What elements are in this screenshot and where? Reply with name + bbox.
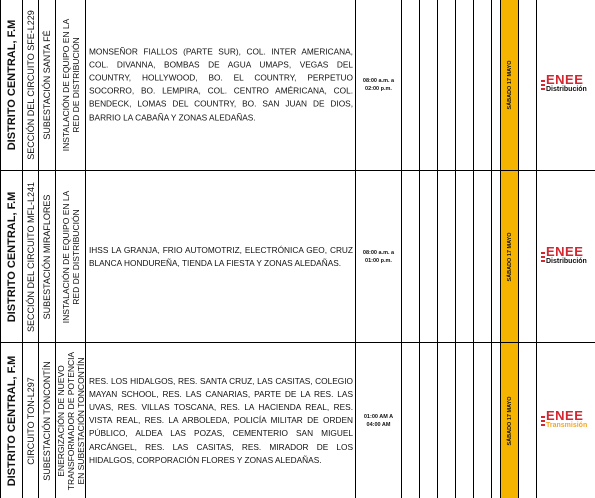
- empty-cell: [491, 171, 500, 342]
- district-label: DISTRITO CENTRAL, F.M: [5, 19, 18, 150]
- time-end: 02:00 p.m.: [365, 85, 392, 92]
- time-cell: [355, 343, 401, 498]
- enee-logo-icon: [541, 415, 545, 427]
- empty-cell: [401, 171, 419, 342]
- district-cell: [0, 171, 22, 342]
- empty-cell: [518, 0, 536, 170]
- date-label: SÁBADO 17 MAYO: [506, 59, 513, 110]
- empty-cell: [473, 343, 491, 498]
- circuit-label: SECCIÓN DEL CIRCUITO MFL-L241: [25, 181, 36, 332]
- circuit-label: SECCIÓN DEL CIRCUITO SFE-L229: [25, 9, 36, 160]
- sectors-text: IHSS LA GRANJA, FRIO AUTOMOTRIZ, ELECTRÓNICA GEO, CRUZ BLANCA HONDUREÑA, TIENDA LA FIESTA Y ZONAS ALEDAÑAS.: [89, 244, 353, 268]
- sectors-text: RES. LOS HIDALGOS, RES. SANTA CRUZ, LAS CASITAS, COLEGIO MAYAN SCHOOL, RES. LAS CANARIAS, PARTE DE LA RES. LAS UVAS, RES. VILLAS TOSCANA, RES. LA HACIENDA REAL, RES. VISTA REAL, RES. LA ARBOLEDA, POLICÍA MILITAR DE ORDEN PÚBLICO, ALDEA LAS POZAS, CEMENTERIO SAN MIGUEL ARCÁNGEL, RES. LAS CASITAS, RES. MIRADOR DE LOS HIDALGOS, CORPORACIÓN FLORES Y ZONAS ALEDAÑAS.: [89, 375, 353, 465]
- substation-label: SUBESTACIÓN TONCONTÍN: [42, 360, 52, 481]
- empty-cell: [401, 0, 419, 170]
- substation-label: SUBESTACIÓN SANTA FÉ: [42, 29, 52, 140]
- date-label: SÁBADO 17 MAYO: [506, 231, 513, 282]
- table-row: [0, 342, 595, 498]
- time-start: 01:00 AM A: [363, 413, 394, 420]
- time-range: [356, 249, 401, 265]
- substation-cell: [38, 0, 55, 170]
- logo-cell: [536, 343, 595, 498]
- district-label: DISTRITO CENTRAL, F.M: [5, 355, 18, 486]
- logo-main-text: ENEE: [546, 71, 584, 87]
- time-range: [356, 413, 401, 429]
- substation-cell: [38, 171, 55, 342]
- time-cell: [355, 171, 401, 342]
- empty-cell: [419, 0, 437, 170]
- district-cell: [0, 0, 22, 170]
- empty-cell: [491, 343, 500, 498]
- empty-cell: [437, 343, 455, 498]
- empty-cell: [455, 171, 473, 342]
- logo-main-text: ENEE: [546, 243, 584, 259]
- time-range: [356, 77, 401, 93]
- enee-logo: [541, 71, 587, 95]
- sectors-text: MONSEÑOR FIALLOS (PARTE SUR), COL. INTER AMERICANA, COL. DIVANNA, BOMBAS DE AGUA UMAPS, VEGAS DEL COUNTRY, HOLLYWOOD, BO. EL COUNTRY, PERPETUO SOCORRO, BO. LEMPIRA, COL. CENTRO AMÉRICANA, COL. BENDECK, LOMAS DEL COUNTRY, BO. SAN JUAN DE DIOS, BARRIO LA CABAÑA Y ZONAS ALEDAÑAS.: [89, 45, 353, 122]
- empty-cell: [455, 343, 473, 498]
- table-row: [0, 0, 595, 170]
- logo-sub-text: Transmisión: [546, 421, 588, 429]
- activity-cell: [55, 343, 85, 498]
- empty-cell: [419, 343, 437, 498]
- logo-sub-text: Distribución: [546, 85, 587, 93]
- enee-logo: [541, 243, 587, 267]
- circuit-cell: [22, 171, 38, 342]
- empty-cell: [437, 171, 455, 342]
- sectors-cell: [85, 0, 355, 170]
- time-start: 08:00 a.m. a: [362, 249, 395, 256]
- activity-cell: [55, 171, 85, 342]
- table-row: [0, 170, 595, 342]
- empty-cell: [401, 343, 419, 498]
- substation-label: SUBESTACIÓN MIRAFLORES: [42, 194, 52, 319]
- empty-cell: [518, 343, 536, 498]
- empty-cell: [473, 0, 491, 170]
- enee-logo-icon: [541, 79, 545, 91]
- enee-logo: [541, 407, 588, 431]
- enee-logo-icon: [541, 251, 545, 263]
- circuit-cell: [22, 0, 38, 170]
- sectors-cell: [85, 171, 355, 342]
- sectors-cell: [85, 343, 355, 498]
- activity-label: INSTALACIÓN DE EQUIPO EN LA RED DE DISTRIBUCIÓN: [60, 190, 81, 323]
- time-cell: [355, 0, 401, 170]
- date-cell: [500, 171, 518, 342]
- logo-cell: [536, 171, 595, 342]
- empty-cell: [473, 171, 491, 342]
- date-cell: [500, 0, 518, 170]
- date-cell: [500, 343, 518, 498]
- empty-cell: [455, 0, 473, 170]
- time-start: 08:00 a.m. a: [362, 77, 395, 84]
- time-end: 04:00 AM: [366, 421, 391, 428]
- circuit-label: CIRCUITO TON-L297: [25, 376, 36, 465]
- empty-cell: [518, 171, 536, 342]
- substation-cell: [38, 343, 55, 498]
- empty-cell: [419, 171, 437, 342]
- empty-cell: [491, 0, 500, 170]
- empty-cell: [437, 0, 455, 170]
- circuit-cell: [22, 343, 38, 498]
- district-cell: [0, 343, 22, 498]
- activity-cell: [55, 0, 85, 170]
- activity-label: INSTALACIÓN DE EQUIPO EN LA RED DE DISTRIBUCIÓN: [60, 18, 81, 151]
- time-end: 01:00 p.m.: [365, 257, 392, 264]
- logo-sub-text: Distribución: [546, 257, 587, 265]
- district-label: DISTRITO CENTRAL, F.M: [5, 191, 18, 322]
- date-label: SÁBADO 17 MAYO: [506, 395, 513, 446]
- logo-main-text: ENEE: [546, 407, 584, 423]
- logo-cell: [536, 0, 595, 170]
- activity-label: ENERGIZACIÓN DE NUEVO TRANSFORMADOR DE POTENCIA EN SUBESTACIÓN TONCONTÍN: [55, 351, 86, 490]
